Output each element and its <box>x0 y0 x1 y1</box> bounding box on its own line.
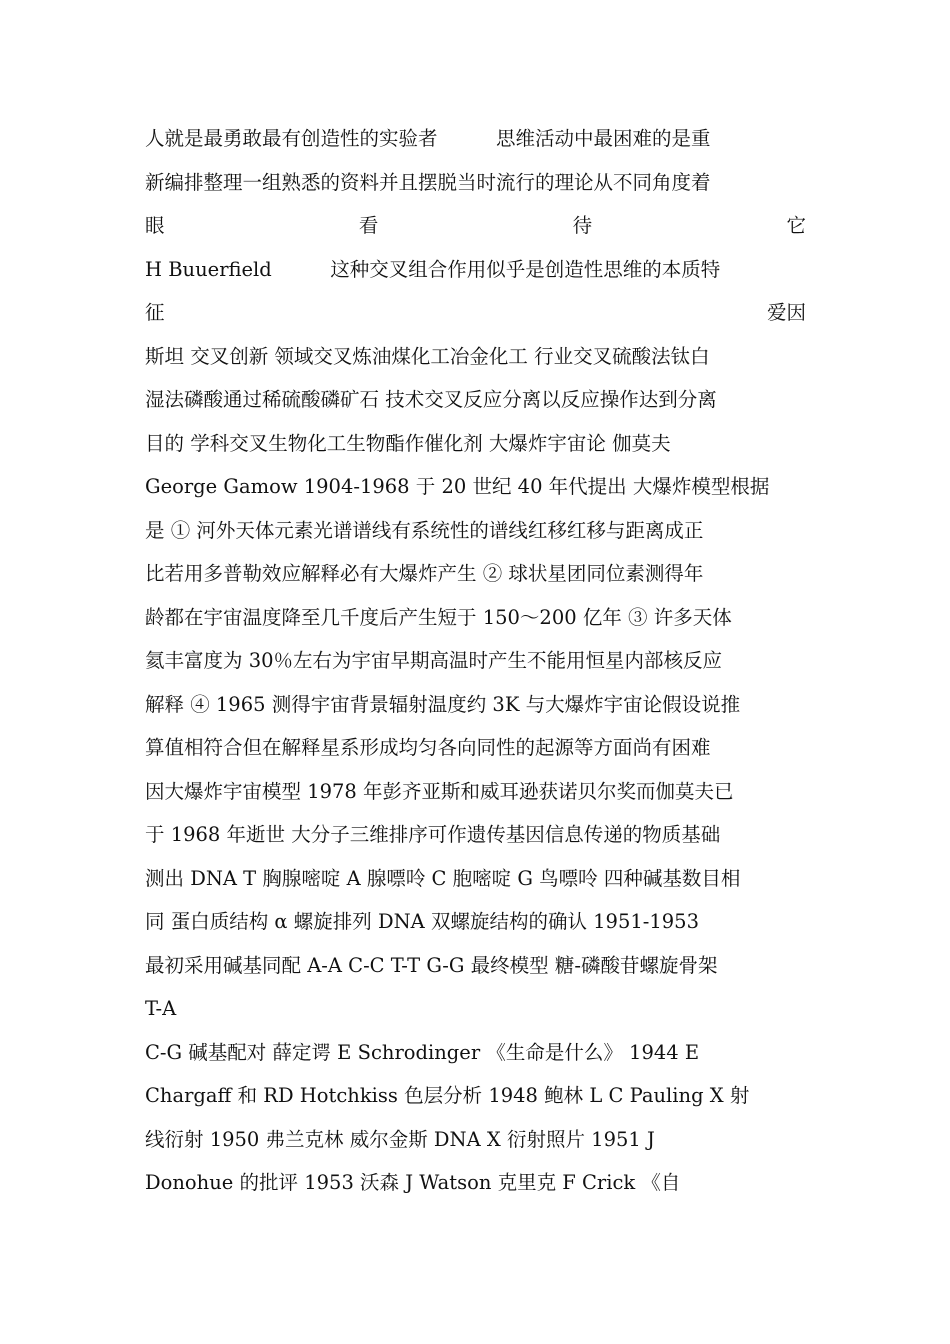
text-line <box>145 204 806 248</box>
text-word: 看 <box>358 214 379 237</box>
text-line <box>145 291 806 335</box>
text-line: 湿法磷酸通过稀硫酸磷矿石 技术交叉反应分离以反应操作达到分离 <box>145 388 717 411</box>
text-line: 测出 DNA T 胸腺嘧啶 A 腺嘌呤 C 胞嘧啶 G 鸟嘌呤 四种碱基数目相 <box>145 866 741 890</box>
text-line: Chargaff 和 RD Hotchkiss 色层分析 1948 鲍林 L C Pauling X 射 <box>145 1084 750 1107</box>
text-line: C-G 碱基配对 薛定谔 E Schrodinger 《生命是什么》 1944 E <box>145 1040 700 1064</box>
text-line: 比若用多普勒效应解释必有大爆炸产生 ② 球状星团同位素测得年 <box>145 562 704 585</box>
text-line: 龄都在宇宙温度降至几千度后产生短于 150～200 亿年 ③ 许多天体 <box>145 605 732 629</box>
text-line: 是 ① 河外天体元素光谱谱线有系统性的谱线红移红移与距离成正 <box>145 518 704 542</box>
text-line: 解释 ④ 1965 测得宇宙背景辐射温度约 3K 与大爆炸宇宙论假设说推 <box>145 692 741 716</box>
text-line: 最初采用碱基同配 A-A C-C T-T G-G 最终模型 糖-磷酸苷螺旋骨架 <box>145 953 718 977</box>
text-word: 它 <box>786 214 806 237</box>
text-line: 斯坦 交叉创新 领域交叉炼油煤化工冶金化工 行业交叉硫酸法钛白 <box>145 344 710 368</box>
text-line: H Buuerfield 这种交叉组合作用似乎是创造性思维的本质特 <box>145 257 721 281</box>
document-body <box>145 117 806 1205</box>
text-line: 线衍射 1950 弗兰克林 威尔金斯 DNA X 衍射照片 1951 J <box>145 1127 655 1151</box>
text-line: 人就是最勇敢最有创造性的实验者 思维活动中最困难的是重 <box>145 127 711 150</box>
text-line: 新编排整理一组熟悉的资料并且摆脱当时流行的理论从不同角度着 <box>145 170 711 194</box>
text-line: 因大爆炸宇宙模型 1978 年彭齐亚斯和威耳逊获诺贝尔奖而伽莫夫已 <box>145 779 734 803</box>
text-line: Donohue 的批评 1953 沃森 J Watson 克里克 F Crick 《自 <box>145 1171 681 1194</box>
text-word: 待 <box>572 214 593 237</box>
text-line: 同 蛋白质结构 α 螺旋排列 DNA 双螺旋结构的确认 1951-1953 <box>145 910 699 933</box>
text-word: 征 <box>145 301 165 324</box>
text-line: George Gamow 1904-1968 于 20 世纪 40 年代提出 大爆炸模型根据 <box>145 475 770 498</box>
text-word: 爱因 <box>766 301 806 324</box>
text-line: T-A <box>145 997 177 1020</box>
text-line: 于 1968 年逝世 大分子三维排序可作遗传基因信息传递的物质基础 <box>145 823 721 846</box>
text-word: 眼 <box>145 214 165 237</box>
text-line: 氦丰富度为 30％左右为宇宙早期高温时产生不能用恒星内部核反应 <box>145 649 723 672</box>
text-line: 目的 学科交叉生物化工生物酯作催化剂 大爆炸宇宙论 伽莫夫 <box>145 431 671 455</box>
text-line: 算值相符合但在解释星系形成均匀各向同性的起源等方面尚有困难 <box>145 736 711 759</box>
